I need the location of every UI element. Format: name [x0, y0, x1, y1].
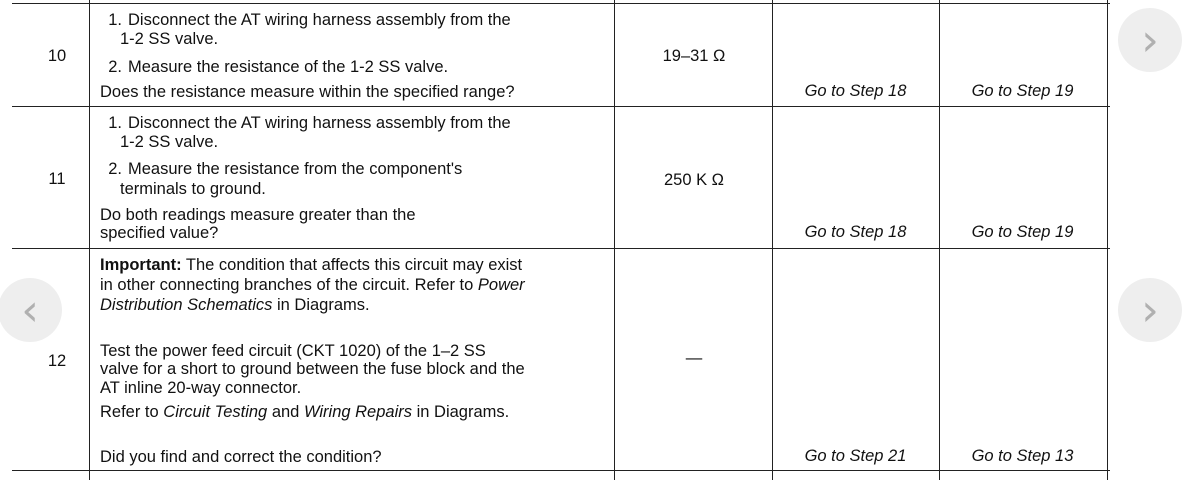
instruction-text: Refer to Circuit Testing and Wiring Repairs in Diagrams.	[100, 403, 510, 421]
no-action: Go to Step 19	[971, 223, 1074, 241]
important-note: Important: The condition that affects this circuit may exist	[100, 256, 523, 274]
important-note: Distribution Schematics in Diagrams.	[100, 296, 370, 314]
no-action: Go to Step 13	[971, 447, 1074, 465]
column-divider	[89, 0, 90, 480]
step-number: 12	[47, 352, 67, 370]
list-item: 2. Measure the resistance from the component's	[108, 160, 463, 178]
instruction-text: valve for a short to ground between the fuse block and the	[100, 360, 525, 378]
previous-page-button[interactable]	[0, 278, 62, 342]
no-action: Go to Step 19	[971, 82, 1074, 100]
list-item-continuation: 1-2 SS valve.	[120, 30, 219, 48]
list-item: 2. Measure the resistance of the 1-2 SS valve.	[108, 58, 449, 76]
row-divider	[12, 248, 1110, 249]
list-item: 1. Disconnect the AT wiring harness assembly from the	[108, 114, 511, 132]
chevron-left-icon: ‹	[21, 284, 39, 336]
chevron-right-icon: ›	[1141, 284, 1159, 336]
question-text: Did you find and correct the condition?	[100, 448, 382, 466]
question-text: specified value?	[100, 224, 219, 242]
specified-value: 19–31 Ω	[662, 47, 726, 65]
row-divider	[12, 470, 1110, 471]
yes-action: Go to Step 18	[804, 82, 907, 100]
step-number: 10	[47, 47, 67, 65]
important-note: in other connecting branches of the circuit. Refer to Power	[100, 276, 525, 294]
list-item: 1. Disconnect the AT wiring harness assembly from the	[108, 11, 511, 29]
row-divider	[12, 3, 1110, 4]
question-text: Do both readings measure greater than the	[100, 206, 416, 224]
column-divider	[1107, 0, 1108, 480]
specified-value: —	[685, 349, 703, 367]
list-item-continuation: terminals to ground.	[120, 180, 266, 198]
column-divider	[614, 0, 615, 480]
next-page-button[interactable]	[1118, 8, 1182, 72]
next-page-button[interactable]	[1118, 278, 1182, 342]
question-text: Does the resistance measure within the specified range?	[100, 83, 515, 101]
list-item-continuation: 1-2 SS valve.	[120, 133, 219, 151]
specified-value: 250 K Ω	[663, 171, 725, 189]
instruction-text: AT inline 20-way connector.	[100, 379, 302, 397]
yes-action: Go to Step 21	[804, 447, 907, 465]
instruction-text: Test the power feed circuit (CKT 1020) of the 1–2 SS	[100, 342, 486, 360]
step-number: 11	[48, 170, 66, 188]
yes-action: Go to Step 18	[804, 223, 907, 241]
chevron-right-icon: ›	[1141, 14, 1159, 66]
row-divider	[12, 106, 1110, 107]
